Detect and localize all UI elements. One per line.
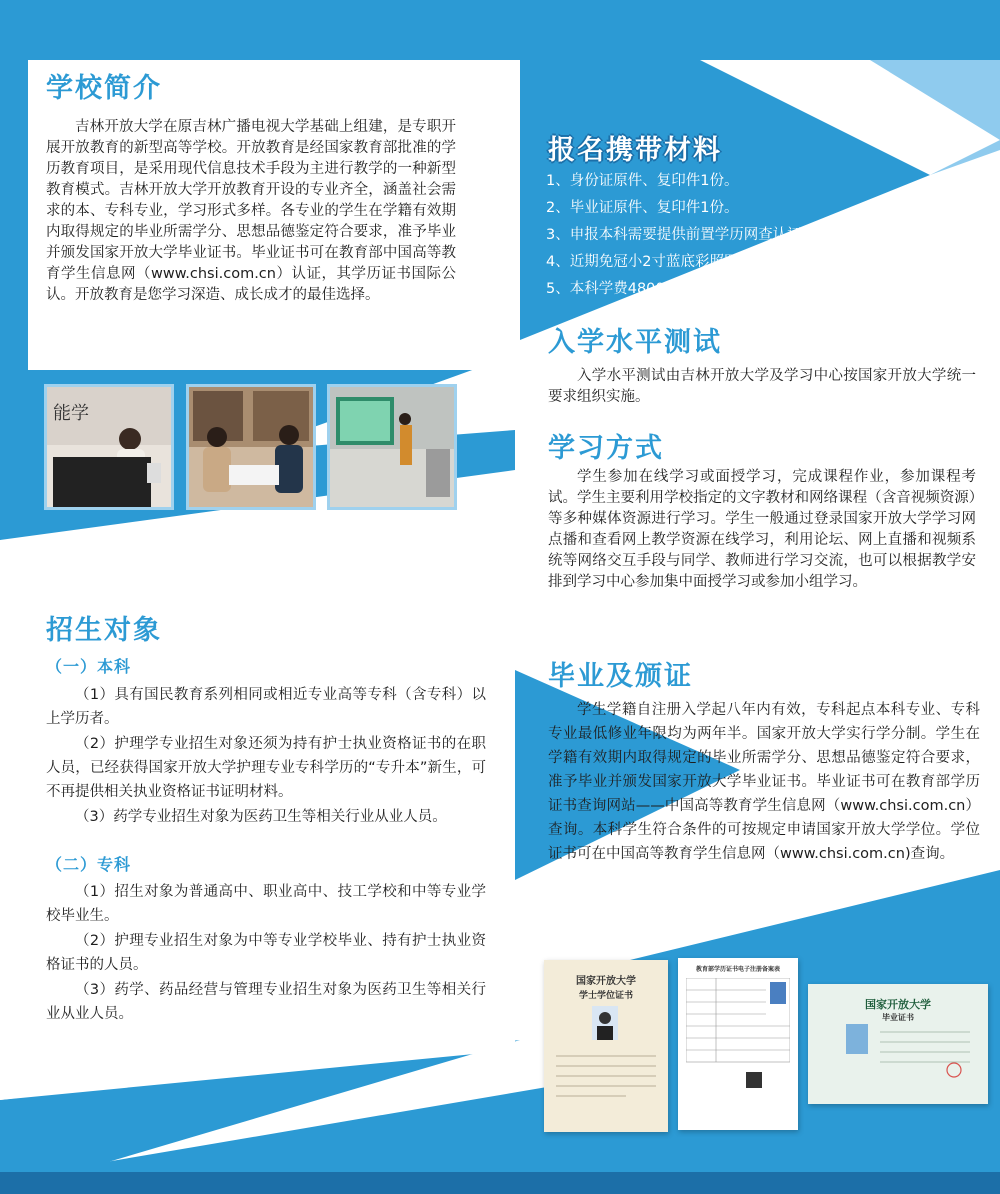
degree-photo-icon xyxy=(592,1006,618,1040)
record-form-image xyxy=(678,958,798,1130)
enroll-heading: 招生对象 xyxy=(46,615,162,646)
materials-item: 1、身份证原件、复印件1份。 xyxy=(546,173,739,189)
degree-certificate-image xyxy=(544,960,668,1132)
photo-teacher xyxy=(44,384,174,510)
grad-paragraph: 学生学籍自注册入学起八年内有效，专科起点本科专业、专科专业最低修业年限均为两年半。国家开放大学实行学分制。学生在学籍有效期内取得规定的毕业所需学分、思想品德鉴定符合要求，准予毕业并颁发国家开放大学毕业证书。毕业证书可在教育部学历证书查询网站——中国高等教育学生信息网（www.chsi.com.cn）查询。本科学生符合条件的可按规定申请国家开放大学学位。学位证书可在中国高等教育学生信息网（www.chsi.com.cn)查询。 xyxy=(548,702,980,862)
intro-heading: 学校简介 xyxy=(46,73,162,104)
diploma-title: 国家开放大学 xyxy=(865,998,931,1011)
enroll-zk-item: （3）药学、药品经营与管理专业招生对象为医药卫生等相关行业从业人员。 xyxy=(46,982,486,1022)
test-heading: 入学水平测试 xyxy=(548,327,722,358)
materials-list xyxy=(546,168,831,303)
enroll-zk-item: （1）招生对象为普通高中、职业高中、技工学校和中等专业学校毕业生。 xyxy=(46,884,486,924)
study-heading: 学习方式 xyxy=(548,433,664,464)
materials-item: 2、毕业证原件、复印件1份。 xyxy=(546,200,739,216)
degree-cert-title: 国家开放大学 xyxy=(576,976,636,987)
enroll-bk-item: （1）具有国民教育系列相同或相近专业高等专科（含专科）以上学历者。 xyxy=(46,687,486,727)
grad-heading: 毕业及颁证 xyxy=(548,661,693,692)
intro-paragraph: 吉林开放大学在原吉林广播电视大学基础上组建，是专职开展开放教育的新型高等学校。开放教育是经国家教育部批准的学历教育项目，是采用现代信息技术手段为主进行教学的一种新型教育模式。吉林开放大学开放教育开设的专业齐全，涵盖社会需求的本、专科专业，学习形式多样。各专业的学生在学籍有效期内取得规定的毕业所需学分、思想品德鉴定符合要求，准予毕业并颁发国家开放大学毕业证书。毕业证书可在教育部中国高等教育学生信息网（www.chsi.com.cn）认证，其学历证书国际公认。开放教育是您学习深造、成长成才的最佳选择。 xyxy=(46,119,456,303)
enroll-bk-item: （3）药学专业招生对象为医药卫生等相关行业从业人员。 xyxy=(75,809,447,825)
materials-item: 3、申报本科需要提供前置学历网查认证书。 xyxy=(546,227,831,243)
record-form-title: 教育部学历证书电子注册备案表 xyxy=(695,966,780,973)
study-paragraph: 学生参加在线学习或面授学习，完成课程作业，参加课程考试。学生主要利用学校指定的文字教材和网络课程（含音视频资源）等多种媒体资源进行学习。学生一般通过登录国家开放大学学习网点播和查看网上教学资源在线学习，利用论坛、网上直播和视频系统等网络交互手段与同学、教师进行学习交流，也可以根据教学安排到学习中心参加集中面授学习或参加小组学习。 xyxy=(548,469,976,590)
enroll-zk-item: （2）护理专业招生对象为中等专业学校毕业、持有护士执业资格证书的人员。 xyxy=(46,933,486,973)
photo-classroom xyxy=(327,384,457,510)
test-paragraph: 入学水平测试由吉林开放大学及学习中心按国家开放大学统一要求组织实施。 xyxy=(548,368,976,405)
diploma-image xyxy=(808,984,988,1104)
photo-sign-text: 能学 xyxy=(53,403,89,424)
diploma-photo-icon xyxy=(846,1024,868,1054)
degree-cert-subtitle: 学士学位证书 xyxy=(578,991,633,1001)
photo-students xyxy=(186,384,316,510)
materials-item: 5、本科学费4800元，专科学费4200元。 xyxy=(546,281,818,297)
enroll-zk-title: （二）专科 xyxy=(46,855,132,874)
materials-item: 4、近期免冠小2寸蓝底彩照四张。 xyxy=(546,254,768,270)
materials-heading: 报名携带材料 xyxy=(548,135,722,166)
enroll-bk-item: （2）护理学专业招生对象还须为持有护士执业资格证书的在职人员，已经获得国家开放大学护理专业专科学历的“专升本”新生，可不再提供相关执业资格证书证明材料。 xyxy=(46,736,486,800)
diploma-subtitle: 毕业证书 xyxy=(882,1013,914,1022)
enroll-bk-title: （一）本科 xyxy=(46,657,132,676)
